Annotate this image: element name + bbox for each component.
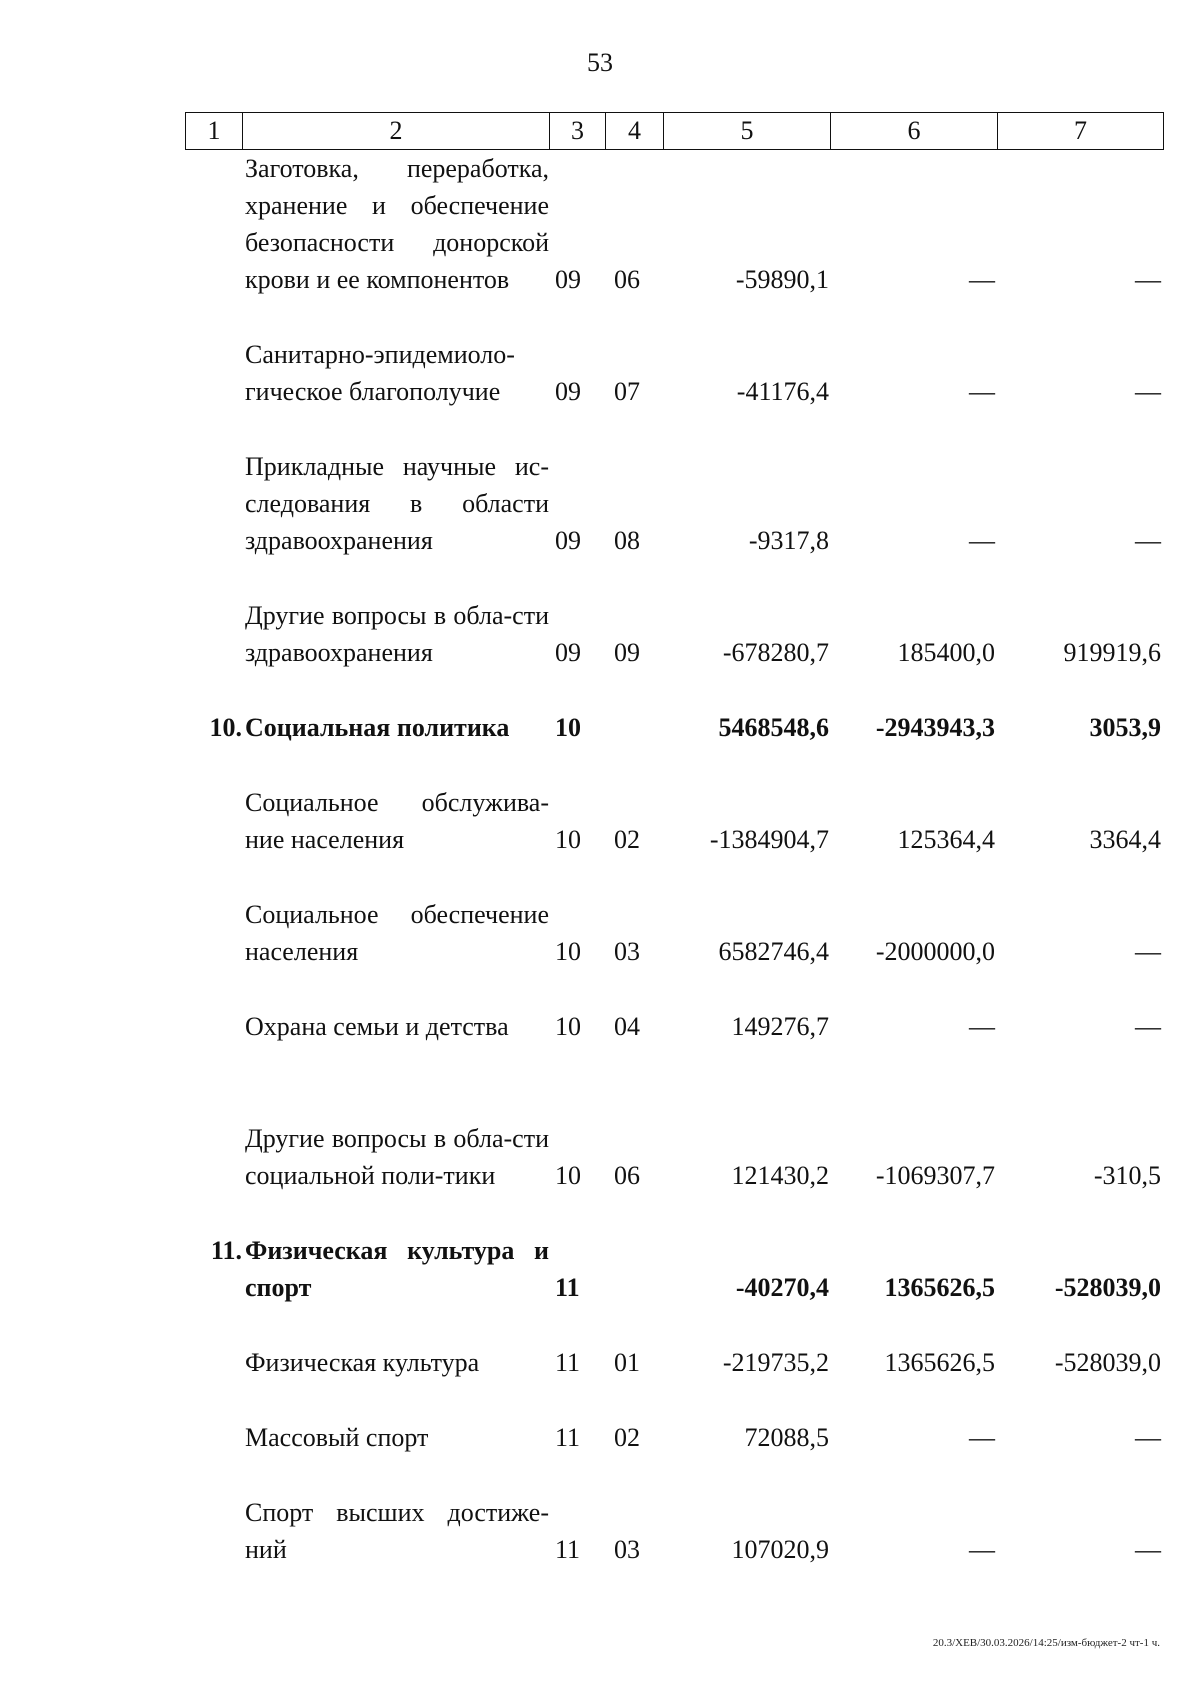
subsection-code: 06 <box>614 1161 640 1190</box>
subsection-code: 03 <box>614 937 640 966</box>
table-row <box>0 1083 1200 1194</box>
row-name: Прикладные научные ис-следования в области здравоохранения <box>245 452 549 555</box>
subsection-code: 06 <box>614 265 640 294</box>
column-header-2: 2 <box>243 113 550 150</box>
row-name: Другие вопросы в обла-сти здравоохранения <box>245 601 549 667</box>
section-code: 10 <box>555 1012 581 1041</box>
subsection-code: 02 <box>614 825 640 854</box>
value-column-6: -1069307,7 <box>875 1161 995 1190</box>
subsection-code: 01 <box>614 1348 640 1377</box>
value-column-5: -1384904,7 <box>709 825 829 854</box>
value-column-6: — <box>969 526 995 555</box>
value-column-5: 121430,2 <box>731 1161 829 1190</box>
value-column-5: 72088,5 <box>744 1423 829 1452</box>
value-column-7: 3053,9 <box>1089 713 1161 742</box>
value-column-5: -59890,1 <box>735 265 829 294</box>
subsection-code: 08 <box>614 526 640 555</box>
value-column-7: — <box>1135 1012 1161 1041</box>
section-code: 11 <box>555 1423 581 1452</box>
column-header-5: 5 <box>664 113 831 150</box>
row-number: 11. <box>210 1236 242 1265</box>
value-column-7: -528039,0 <box>1054 1348 1161 1377</box>
column-header-6: 6 <box>831 113 998 150</box>
table-row-section-total <box>0 1232 1200 1306</box>
section-code: 09 <box>555 638 581 667</box>
table-row <box>0 784 1200 858</box>
row-name: Физическая культура и спорт <box>245 1236 549 1302</box>
column-header-3: 3 <box>550 113 606 150</box>
subsection-code: 09 <box>614 638 640 667</box>
value-column-6: 125364,4 <box>897 825 995 854</box>
subsection-code: 02 <box>614 1423 640 1452</box>
row-name: Социальная политика <box>245 713 510 742</box>
section-code: 10 <box>555 825 581 854</box>
table-row <box>0 597 1200 671</box>
subsection-code: 07 <box>614 377 640 406</box>
document-footer-code: 20.3/ХЕВ/30.03.2026/14:25/изм-бюджет-2 чт-1 ч. <box>932 1637 1160 1649</box>
table-row <box>0 1494 1200 1568</box>
table-row <box>0 896 1200 970</box>
section-code: 09 <box>555 265 581 294</box>
section-code: 11 <box>555 1348 581 1377</box>
value-column-5: 107020,9 <box>731 1535 829 1564</box>
value-column-6: — <box>969 1535 995 1564</box>
row-name: Другие вопросы в обла-сти социальной поли-тики <box>245 1124 549 1190</box>
value-column-5: -41176,4 <box>736 377 829 406</box>
column-header-1: 1 <box>186 113 243 150</box>
value-column-5: 6582746,4 <box>718 937 829 966</box>
section-code: 10 <box>555 713 581 742</box>
value-column-6: — <box>969 1012 995 1041</box>
value-column-5: 149276,7 <box>731 1012 829 1041</box>
value-column-6: — <box>969 377 995 406</box>
column-header-7: 7 <box>998 113 1164 150</box>
value-column-7: 3364,4 <box>1089 825 1161 854</box>
value-column-5: -9317,8 <box>748 526 829 555</box>
row-name: Охрана семьи и детства <box>245 1012 509 1041</box>
row-name: Заготовка, переработка, хранение и обеспечение безопасности донорской крови и ее компонентов <box>245 154 549 294</box>
value-column-6: 185400,0 <box>897 638 995 667</box>
row-name: Санитарно-эпидемиоло-гическое благополучие <box>245 340 515 406</box>
value-column-7: — <box>1135 1423 1161 1452</box>
value-column-6: 1365626,5 <box>884 1273 995 1302</box>
page-number: 53 <box>587 48 613 77</box>
row-name: Социальное обеспечение населения <box>245 900 549 966</box>
value-column-7: 919919,6 <box>1063 638 1161 667</box>
value-column-5: -219735,2 <box>722 1348 829 1377</box>
value-column-6: 1365626,5 <box>884 1348 995 1377</box>
value-column-5: 5468548,6 <box>718 713 829 742</box>
section-code: 11 <box>555 1273 580 1302</box>
table-row <box>0 1344 1200 1381</box>
value-column-7: -310,5 <box>1093 1161 1161 1190</box>
value-column-5: -678280,7 <box>722 638 829 667</box>
value-column-6: -2000000,0 <box>875 937 995 966</box>
section-code: 11 <box>555 1535 581 1564</box>
table-row <box>0 1008 1200 1045</box>
row-name: Социальное обслужива-ние населения <box>245 788 549 854</box>
row-name: Физическая культура <box>245 1348 480 1377</box>
subsection-code: 03 <box>614 1535 640 1564</box>
subsection-code: 04 <box>614 1012 640 1041</box>
value-column-6: — <box>969 265 995 294</box>
value-column-6: -2943943,3 <box>875 713 995 742</box>
row-name: Спорт высших достиже-ний <box>245 1498 549 1564</box>
table-row <box>0 150 1200 298</box>
table-row <box>0 336 1200 410</box>
row-number: 10. <box>209 713 242 742</box>
section-code: 10 <box>555 1161 581 1190</box>
value-column-7: -528039,0 <box>1054 1273 1161 1302</box>
section-code: 09 <box>555 377 581 406</box>
table-row <box>0 1419 1200 1456</box>
value-column-7: — <box>1135 377 1161 406</box>
value-column-7: — <box>1135 1535 1161 1564</box>
value-column-5: -40270,4 <box>735 1273 829 1302</box>
row-name: Массовый спорт <box>245 1423 429 1452</box>
value-column-6: — <box>969 1423 995 1452</box>
value-column-7: — <box>1135 526 1161 555</box>
value-column-7: — <box>1135 937 1161 966</box>
section-code: 10 <box>555 937 581 966</box>
column-header-4: 4 <box>606 113 664 150</box>
value-column-7: — <box>1135 265 1161 294</box>
section-code: 09 <box>555 526 581 555</box>
table-row <box>0 448 1200 559</box>
table-row-section-total <box>0 709 1200 746</box>
